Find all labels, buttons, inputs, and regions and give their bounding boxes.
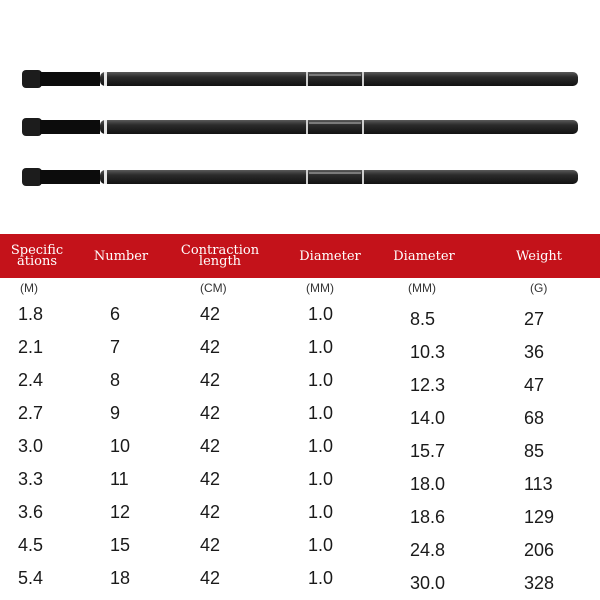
cell-diameter-2: 18.6 [410,507,446,527]
header-diameter-1: Diameter [299,248,361,264]
cell-number: 8 [110,370,121,390]
cell-diameter-1: 1.0 [308,304,334,324]
cell-number: 9 [110,403,121,423]
fishing-rod-image [22,116,578,138]
cell-length: 4.5 [18,535,44,555]
cell-contraction-length: 42 [200,370,221,390]
unit-diameter-2: (MM) [408,281,436,295]
cell-diameter-2: 30.0 [410,573,446,593]
cell-length: 2.7 [18,403,44,423]
table-row [0,562,600,595]
cell-diameter-2: 8.5 [410,309,436,329]
unit-specifications: (M) [20,281,38,295]
unit-weight: (G) [530,281,548,295]
header-number: Number [93,248,149,264]
cell-weight: 129 [524,507,555,527]
cell-weight: 27 [524,309,545,329]
cell-diameter-1: 1.0 [308,436,334,456]
cell-weight: 47 [524,375,545,395]
cell-diameter-1: 1.0 [308,535,334,555]
cell-contraction-length: 42 [200,304,221,324]
cell-contraction-length: 42 [200,436,221,456]
cell-number: 12 [110,502,131,522]
cell-diameter-2: 12.3 [410,375,446,395]
header-contraction-length: Contraction length [180,243,260,269]
cell-length: 3.6 [18,502,44,522]
table-row [0,430,600,463]
cell-diameter-2: 15.7 [410,441,446,461]
table-row [0,529,600,562]
cell-contraction-length: 42 [200,535,221,555]
cell-weight: 85 [524,441,545,461]
cell-diameter-2: 24.8 [410,540,446,560]
cell-weight: 113 [524,474,553,494]
cell-diameter-1: 1.0 [308,568,334,588]
table-row [0,298,600,331]
cell-number: 18 [110,568,131,588]
cell-diameter-2: 18.0 [410,474,446,494]
cell-weight: 36 [524,342,545,362]
table-row [0,364,600,397]
table-row [0,463,600,496]
fishing-rod-image [22,166,578,188]
cell-diameter-2: 10.3 [410,342,446,362]
cell-weight: 206 [524,540,555,560]
cell-diameter-1: 1.0 [308,502,334,522]
cell-contraction-length: 42 [200,469,221,489]
unit-contraction-length: (CM) [200,281,227,295]
cell-number: 15 [110,535,131,555]
cell-diameter-1: 1.0 [308,469,334,489]
cell-length: 2.1 [18,337,44,357]
spec-table-body [0,298,600,595]
product-photo [0,0,600,230]
header-specifications: Specific ations [10,243,64,269]
unit-diameter-1: (MM) [306,281,334,295]
cell-number: 6 [110,304,121,324]
spec-table-header [0,234,600,278]
cell-contraction-length: 42 [200,568,221,588]
header-diameter-2: Diameter [393,248,455,264]
table-row [0,496,600,529]
cell-number: 7 [110,337,121,357]
cell-number: 10 [110,436,131,456]
header-weight: Weight [515,248,563,264]
fishing-rod-image [22,68,578,90]
cell-diameter-1: 1.0 [308,403,334,423]
cell-length: 2.4 [18,370,44,390]
cell-weight: 68 [524,408,545,428]
cell-diameter-2: 14.0 [410,408,446,428]
cell-contraction-length: 42 [200,337,221,357]
cell-number: 11 [110,469,129,489]
cell-weight: 328 [524,573,555,593]
cell-diameter-1: 1.0 [308,337,334,357]
cell-contraction-length: 42 [200,403,221,423]
cell-contraction-length: 42 [200,502,221,522]
cell-length: 3.3 [18,469,44,489]
cell-length: 3.0 [18,436,44,456]
cell-length: 5.4 [18,568,44,588]
cell-diameter-1: 1.0 [308,370,334,390]
table-row [0,331,600,364]
units-row [0,278,600,298]
table-row [0,397,600,430]
cell-length: 1.8 [18,304,44,324]
